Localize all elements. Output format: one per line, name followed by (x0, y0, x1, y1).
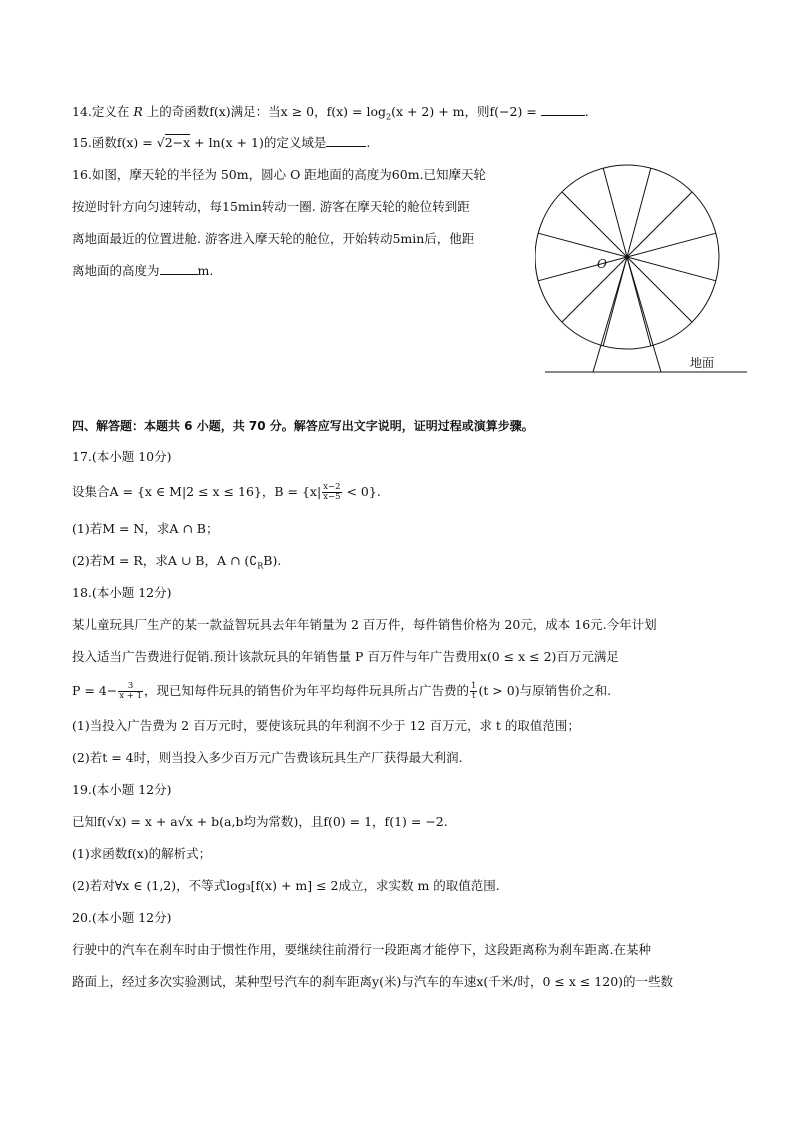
wheel-spoke (538, 257, 627, 281)
q15-line (72, 134, 370, 152)
q20-title: 20.(本小题 12分) (72, 910, 172, 925)
q15-end: . (366, 135, 371, 150)
q18-frac-den2: t (472, 691, 476, 701)
q15-text-b: + ln(x + 1)的定义域是 (190, 135, 327, 150)
q16-line4-b: m. (197, 263, 214, 278)
q18-part1: (1)当投入广告费为 2 百万元时，要使该玩具的年利润不少于 12 百万元，求 t 的取值范围； (72, 718, 580, 733)
q19-line1: 已知f(√x) = x + a√x + b(a,b均为常数)，且f(0) = 1，f(1) = −2. (72, 814, 448, 829)
q17-part1: (1)若M = N，求A ∩ B； (72, 521, 219, 536)
center-label-o: O (597, 257, 607, 271)
q17-title: 17.(本小题 10分) (72, 449, 172, 464)
q15-sqrt-arg: 2−x (164, 135, 191, 150)
q17-part2-sub: R (257, 561, 264, 571)
q15-text-a: 15.函数f(x) = (72, 135, 157, 150)
q18-fraction-p (118, 682, 143, 701)
q18-frac-num: 3 (118, 682, 143, 692)
q14-text-b: 上的奇函数f(x)满足：当x ≥ 0，f(x) = log (142, 104, 386, 119)
ground-label: 地面 (690, 356, 715, 370)
wheel-spoke (603, 168, 627, 257)
q17-fraction (322, 483, 341, 502)
q15-sqrt-sign: √ (156, 135, 165, 150)
section4-heading: 四、解答题：本题共 6 小题，共 70 分。解答应写出文字说明，证明过程或演算步骤。 (72, 419, 534, 433)
q16-line2: 按逆时针方向匀速转动，每15min转动一圈. 游客在摩天轮的舱位转到距 (72, 199, 470, 214)
q18-line3-b: ，现已知每件玩具的销售价为年平均每件玩具所占广告费的 (144, 683, 470, 698)
q18-line3 (72, 682, 611, 701)
q19-part2: (2)若对∀x ∈ (1,2)，不等式log₃[f(x) + m] ≤ 2成立，求实数 m 的取值范围. (72, 878, 500, 893)
q17-frac-den: x−5 (323, 492, 341, 502)
q17-part2 (72, 552, 281, 576)
wheel-spoke (627, 233, 716, 257)
q15-answer-blank[interactable] (326, 134, 366, 147)
q14-text-c: (x + 2) + m，则f(−2) = (391, 104, 541, 119)
q20-line1: 行驶中的汽车在刹车时由于惯性作用，要继续往前滑行一段距离才能停下，这段距离称为刹车距离.在某种 (72, 942, 651, 957)
q18-frac-den: x + 1 (119, 691, 142, 701)
q17-part2-b: B). (263, 553, 282, 568)
q14-end: . (584, 104, 589, 119)
q14-var-r: R (133, 104, 143, 119)
wheel-spoke (627, 257, 716, 281)
q18-line3-c: (t > 0)与原销售价之和. (478, 683, 612, 698)
q17-set-b: < 0}. (342, 484, 381, 499)
q18-line2: 投入适当广告费进行促销.预计该款玩具的年销售量 P 百万件与年广告费用x(0 ≤ x ≤ 2)百万元满足 (72, 649, 619, 664)
q18-line3-a: P = 4− (72, 683, 118, 698)
q16-line3: 离地面最近的位置进舱. 游客进入摩天轮的舱位，开始转动5min后，他距 (72, 231, 475, 246)
q14-answer-blank[interactable] (541, 103, 585, 116)
wheel-spoke (627, 168, 651, 257)
wheel-spoke (627, 192, 692, 257)
q18-fraction-t (470, 682, 477, 701)
q14-line (72, 103, 589, 127)
q19-part1: (1)求函数f(x)的解析式； (72, 846, 212, 861)
q16-line4-a: 离地面的高度为 (72, 263, 160, 278)
wheel-spoke (562, 192, 627, 257)
q18-part2: (2)若t = 4时，则当投入多少百万元广告费该玩具生产厂获得最大利润. (72, 750, 463, 765)
q20-line2: 路面上，经过多次实验测试，某种型号汽车的刹车距离y(米)与汽车的车速x(千米/时，0 ≤ x ≤ 120)的一些数 (72, 974, 674, 989)
ferris-wheel-figure (535, 160, 750, 378)
q16-line4 (72, 262, 213, 280)
wheel-spoke (538, 233, 627, 257)
q14-text-a: 14.定义在 (72, 104, 134, 119)
q16-answer-blank[interactable] (160, 262, 198, 275)
q17-set-line (72, 483, 381, 502)
q18-line1: 某儿童玩具厂生产的某一款益智玩具去年年销量为 2 百万件，每件销售价格为 20元，成本 16元.今年计划 (72, 617, 657, 632)
q17-part2-a: (2)若M = R，求A ∪ B，A ∩ (∁ (72, 553, 258, 568)
q17-set-a: 设集合A = {x ∈ M|2 ≤ x ≤ 16}，B = {x| (72, 484, 322, 499)
q18-frac-num2: 1 (471, 681, 477, 691)
q14-log-base: 2 (385, 112, 392, 122)
q18-title: 18.(本小题 12分) (72, 585, 172, 600)
q19-title: 19.(本小题 12分) (72, 782, 172, 797)
q16-line1: 16.如图，摩天轮的半径为 50m，圆心 O 距地面的高度为60m.已知摩天轮 (72, 167, 487, 182)
q17-frac-num: x−2 (323, 482, 341, 492)
